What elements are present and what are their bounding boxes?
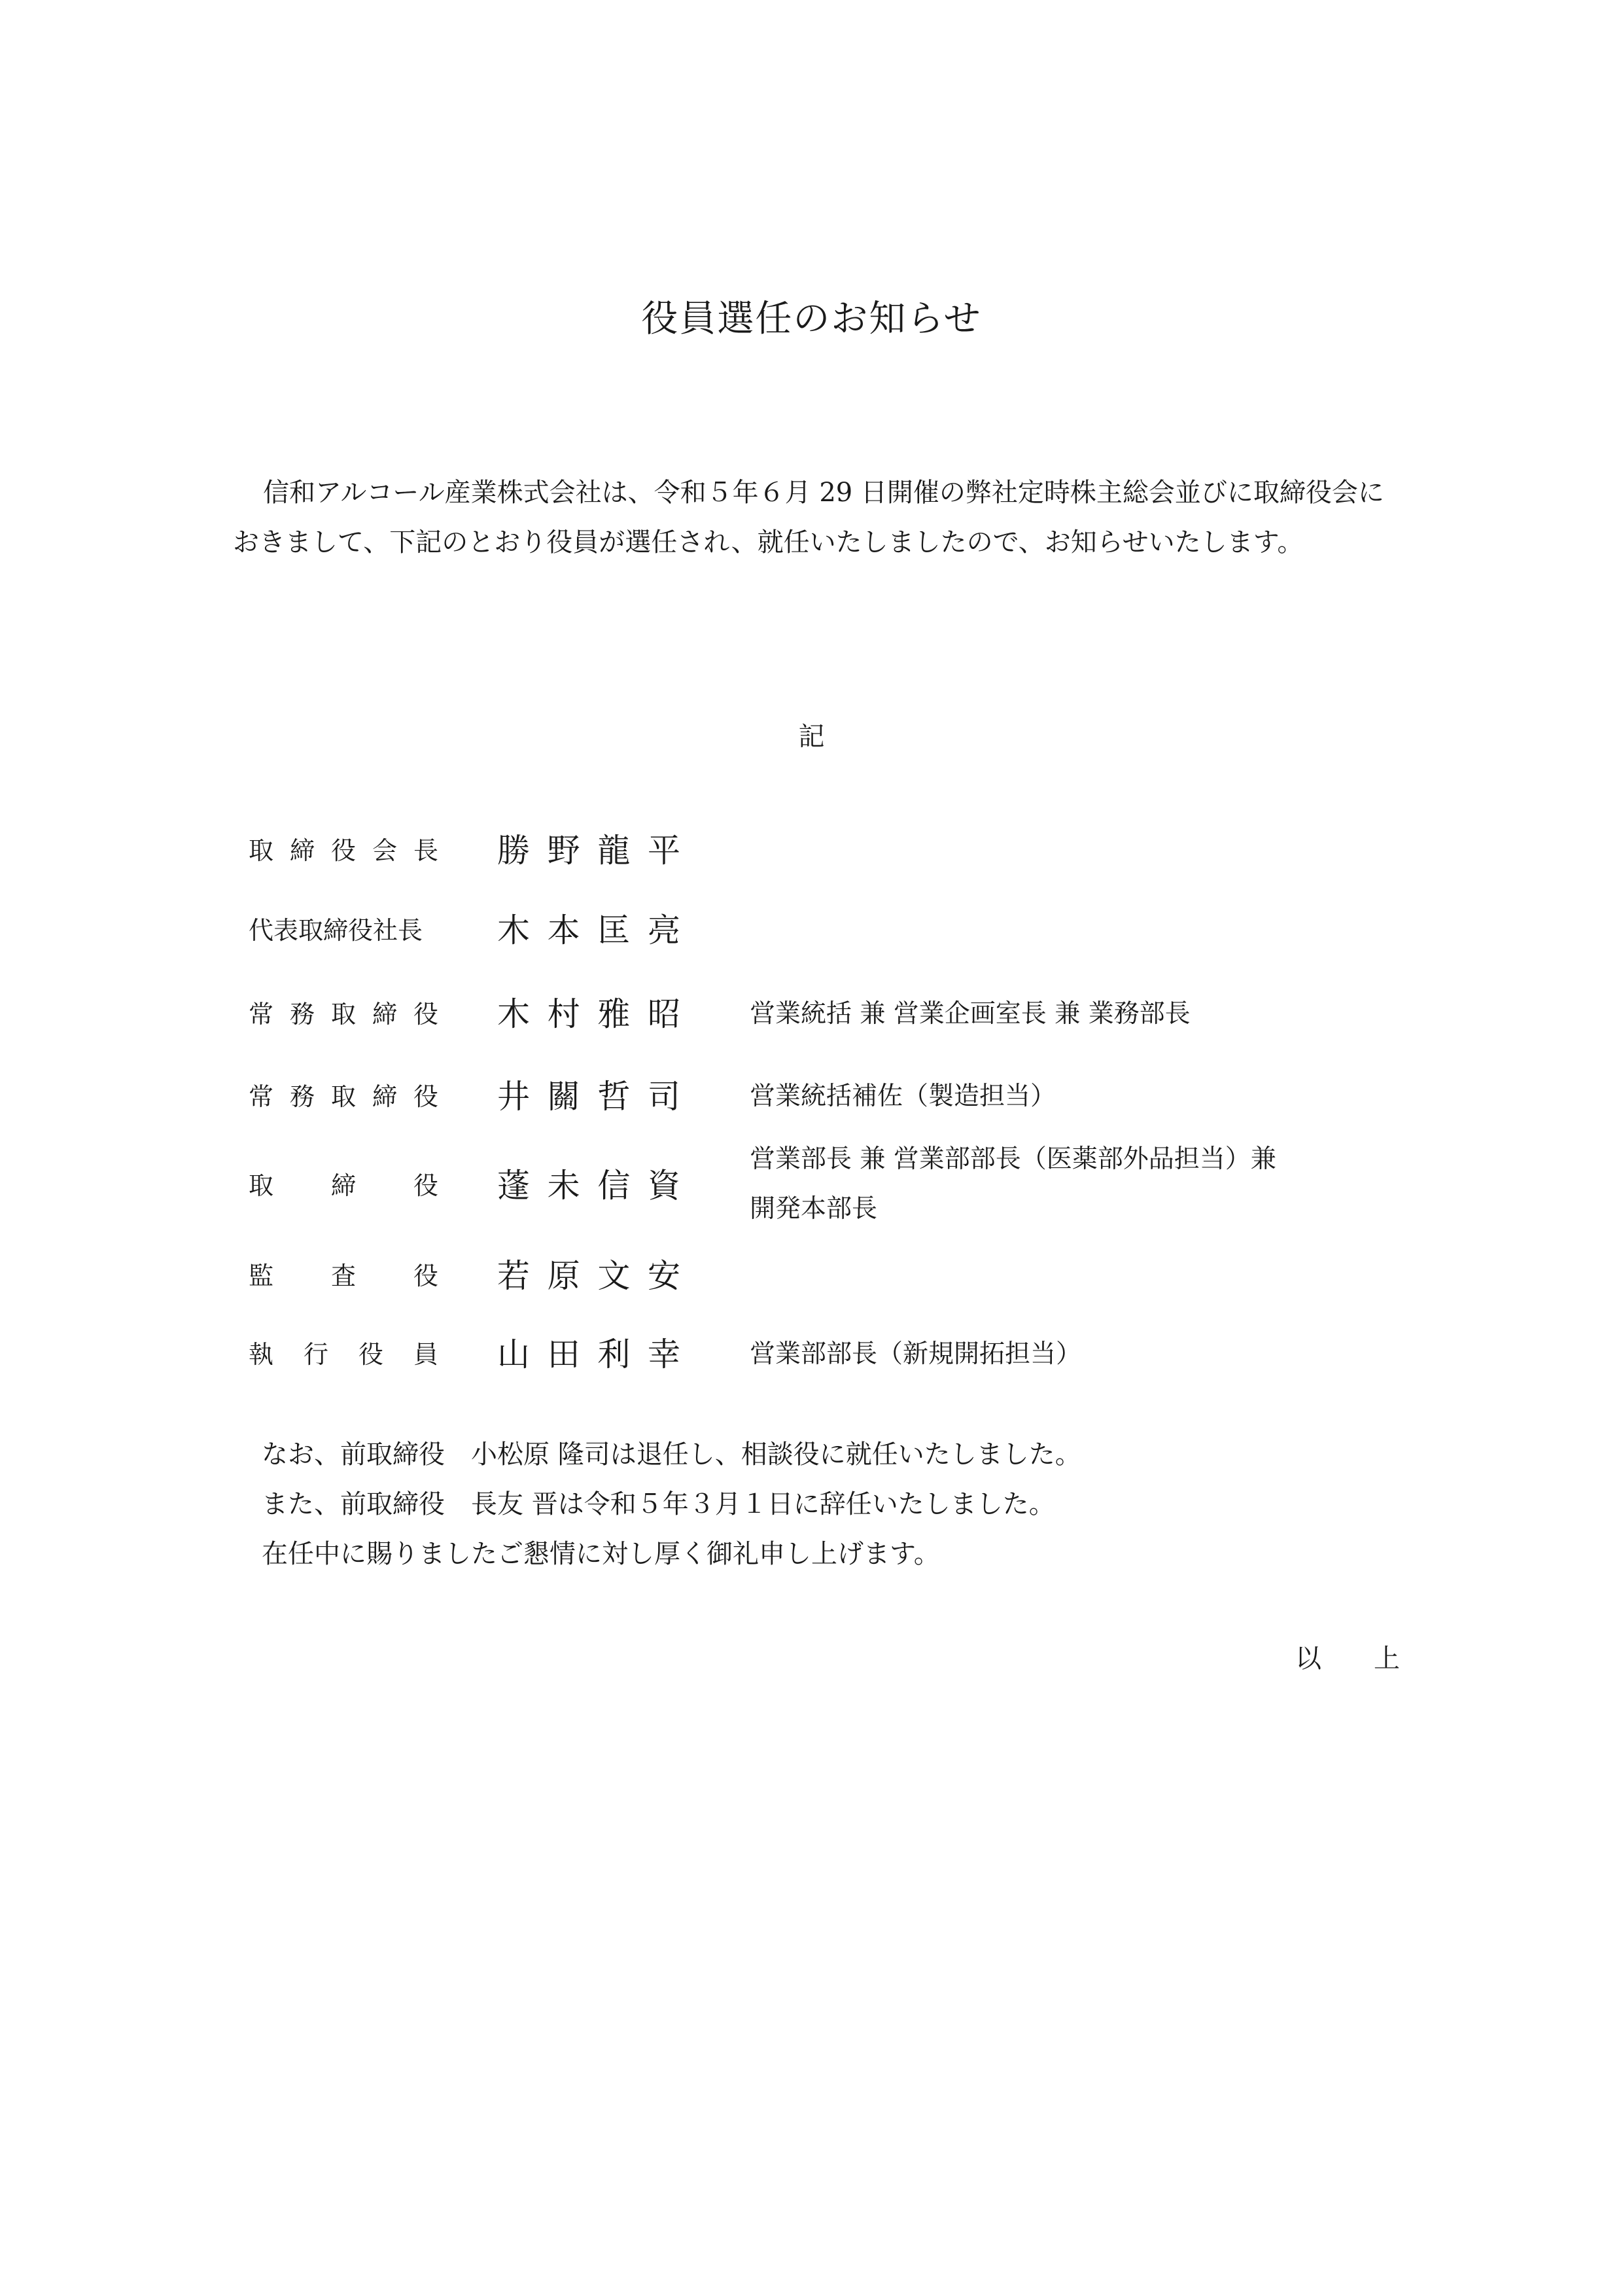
name-char: 原: [547, 1257, 580, 1295]
name-char: 亮: [647, 911, 680, 949]
name-char: 昭: [647, 995, 680, 1033]
duty-line: 開発本部長: [750, 1194, 878, 1224]
notes-section: [262, 1430, 1406, 1579]
officer-name: [497, 1166, 680, 1205]
officer-duty: [750, 1140, 1404, 1229]
name-char: 平: [647, 832, 680, 870]
role-char: 執: [249, 1340, 274, 1369]
role-char: 取: [249, 1171, 274, 1200]
role-char: 役: [358, 1340, 383, 1369]
name-char: 若: [497, 1257, 530, 1295]
role-text: 代表取締役社長: [249, 916, 423, 945]
role-char: 締: [330, 1171, 356, 1200]
ki-heading: 記: [798, 722, 825, 752]
name-char: 本: [547, 911, 580, 949]
duty-line: 営業部部長（新規開拓担当）: [750, 1339, 1082, 1369]
name-char: 幸: [647, 1335, 680, 1373]
role-char: 務: [289, 1082, 315, 1111]
officer-name: [497, 911, 680, 950]
name-char: 利: [597, 1335, 631, 1373]
closing-char: 上: [1374, 1644, 1400, 1674]
note-line: また、前取締役 長友 晋は令和５年３月１日に辞任いたしました。: [262, 1489, 1055, 1519]
role-char: 取: [330, 1082, 356, 1111]
name-char: 匡: [597, 911, 631, 949]
officer-role: [249, 1256, 438, 1296]
name-char: 田: [547, 1335, 580, 1373]
officer-duty: [750, 1077, 1404, 1116]
name-char: 蓬: [497, 1167, 530, 1205]
name-char: 木: [497, 911, 530, 949]
role-char: 役: [413, 1171, 438, 1200]
role-char: 員: [413, 1340, 438, 1369]
closing-mark: [1295, 1639, 1400, 1678]
role-char: 査: [330, 1262, 356, 1290]
name-char: 哲: [597, 1078, 631, 1116]
name-char: 關: [547, 1078, 580, 1116]
name-char: 雅: [597, 995, 631, 1033]
intro-paragraph: 信和アルコール産業株式会社は、令和５年６月 29 日開催の弊社定時株主総会並びに取締役会におきまして、下記のとおり役員が選任され、就任いたしましたので、お知らせいたします。: [233, 478, 1384, 557]
role-char: 長: [413, 836, 438, 865]
officer-role: [249, 911, 438, 950]
role-char: 行: [303, 1340, 328, 1369]
closing-char: 以: [1295, 1644, 1321, 1674]
officer-role: [249, 995, 438, 1034]
officer-name: [497, 1256, 680, 1296]
role-char: 締: [372, 1000, 397, 1029]
role-char: 締: [372, 1082, 397, 1111]
duty-line: 営業統括 兼 営業企画室長 兼 業務部長: [750, 999, 1191, 1029]
officer-role: [249, 1335, 438, 1374]
document-title: 役員選任のお知らせ: [641, 298, 982, 340]
role-char: 取: [330, 1000, 356, 1029]
officer-name: [497, 831, 680, 870]
role-char: 役: [413, 1262, 438, 1290]
note-line: 在任中に賜りましたご懇情に対し厚く御礼申し上げます。: [262, 1539, 940, 1569]
role-char: 締: [289, 836, 315, 865]
officer-duty: [750, 995, 1404, 1034]
name-char: 龍: [597, 832, 631, 870]
role-char: 役: [413, 1000, 438, 1029]
name-char: 安: [647, 1257, 680, 1295]
role-char: 監: [249, 1262, 274, 1290]
officer-name: [497, 1077, 680, 1116]
role-char: 常: [249, 1000, 274, 1029]
officer-name: [497, 1335, 680, 1374]
name-char: 木: [497, 995, 530, 1033]
role-char: 会: [372, 836, 397, 865]
name-char: 野: [547, 832, 580, 870]
role-char: 務: [289, 1000, 315, 1029]
officer-role: [249, 1166, 438, 1205]
duty-line: 営業統括補佐（製造担当）: [750, 1082, 1056, 1111]
name-char: 司: [647, 1078, 680, 1116]
name-char: 信: [597, 1167, 631, 1205]
officer-role: [249, 831, 438, 870]
role-char: 取: [249, 836, 274, 865]
name-char: 資: [647, 1167, 680, 1205]
duty-line: 営業部長 兼 営業部部長（医薬部外品担当）兼: [750, 1144, 1276, 1174]
role-char: 役: [413, 1082, 438, 1111]
name-char: 未: [547, 1167, 580, 1205]
name-char: 井: [497, 1078, 530, 1116]
role-char: 役: [330, 836, 356, 865]
note-line: なお、前取締役 小松原 隆司は退任し、相談役に就任いたしました。: [262, 1439, 1081, 1470]
officer-duty: [750, 1335, 1404, 1374]
name-char: 山: [497, 1335, 530, 1373]
officer-role: [249, 1077, 438, 1116]
officer-name: [497, 995, 680, 1034]
name-char: 村: [547, 995, 580, 1033]
name-char: 文: [597, 1257, 631, 1295]
name-char: 勝: [497, 832, 530, 870]
role-char: 常: [249, 1082, 274, 1111]
